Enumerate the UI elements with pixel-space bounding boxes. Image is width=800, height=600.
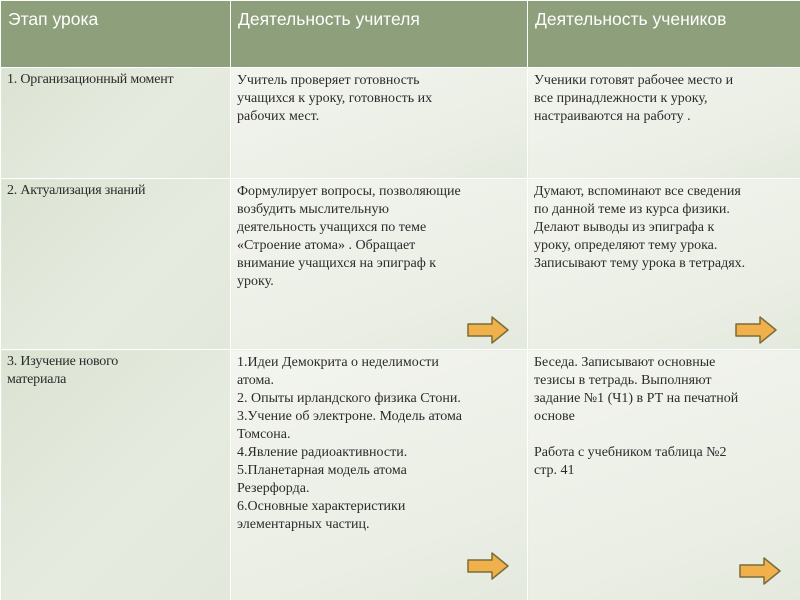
arrow-right-icon[interactable] (734, 315, 778, 345)
table-header-row (1, 1, 800, 68)
table-row (1, 68, 800, 179)
students-cell: Беседа. Записывают основные тезисы в тетрадь. Выполняют задание №1 (Ч1) в РТ на печатной основе Работа с учебником таблица №2 стр. 41 (528, 350, 800, 600)
students-cell: Ученики готовят рабочее место и все принадлежности к уроку, настраиваются на работу . (528, 68, 800, 179)
teacher-cell: Учитель проверяет готовность учащихся к уроку, готовность их рабочих мест. (231, 68, 528, 179)
table-row (1, 350, 800, 600)
arrow-right-icon[interactable] (738, 556, 782, 586)
header-stage: Этап урока (1, 1, 231, 68)
header-students-activity: Деятельность учеников (528, 1, 800, 68)
teacher-cell: Формулирует вопросы, позволяющие возбудить мыслительную деятельность учащихся по теме «Строение атома» . Обращает внимание учащихся на эпиграф к уроку. (231, 179, 528, 350)
stage-cell: 2. Актуализация знаний (1, 179, 231, 350)
stage-cell: 1. Организационный момент (1, 68, 231, 179)
header-teacher-activity: Деятельность учителя (231, 1, 528, 68)
arrow-right-icon[interactable] (466, 551, 510, 581)
students-cell: Думают, вспоминают все сведения по данной теме из курса физики. Делают выводы из эпиграфа к уроку, определяют тему урока. Записывают тему урока в тетрадях. (528, 179, 800, 350)
table-row (1, 179, 800, 350)
teacher-cell: 1.Идеи Демокрита о неделимости атома. 2. Опыты ирландского физика Стони. 3.Учение об электроне. Модель атома Томсона. 4.Явление радиоактивности. 5.Планетарная модель атома Резерфорда. 6.Основные характеристики элементарных частиц. (231, 350, 528, 600)
stage-cell: 3. Изучение нового материала (1, 350, 231, 600)
arrow-right-icon[interactable] (466, 315, 510, 345)
